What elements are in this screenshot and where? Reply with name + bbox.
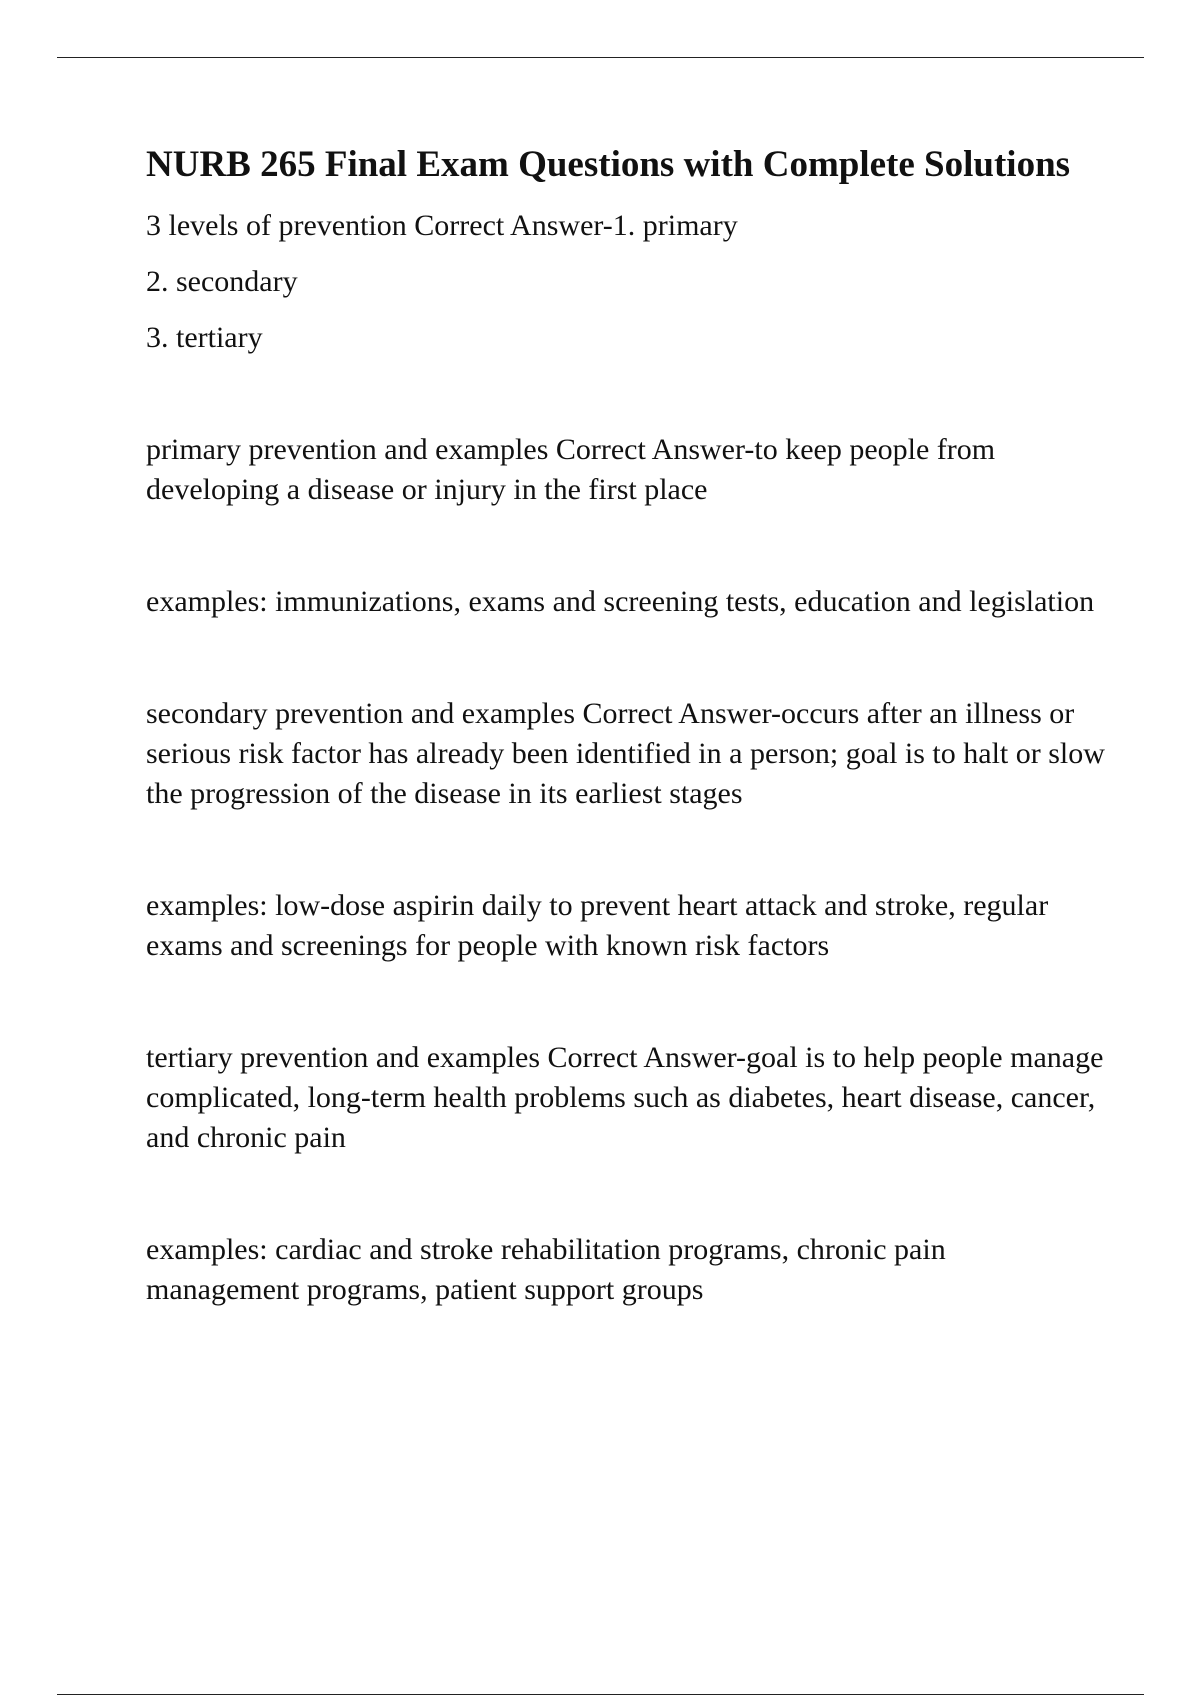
document-title: NURB 265 Final Exam Questions with Complete Solutions: [146, 144, 1071, 185]
primary-examples: examples: immunizations, exams and screening tests, education and legislation: [146, 585, 1095, 618]
primary-definition: primary prevention and examples Correct Answer-to keep people from developing a disease or injury in the first place: [146, 433, 996, 506]
top-divider: [57, 57, 1144, 58]
secondary-definition: secondary prevention and examples Correct Answer-occurs after an illness or serious risk factor has already been identified in a person; goal is to halt or slow the progression of the disease in its earliest stages: [146, 697, 1105, 810]
document-body: [146, 140, 1106, 1310]
levels-question: 3 levels of prevention Correct Answer-1. primary: [146, 209, 738, 242]
tertiary-definition: tertiary prevention and examples Correct Answer-goal is to help people manage complicated, long-term health problems such as diabetes, heart disease, cancer, and chronic pain: [146, 1041, 1104, 1154]
secondary-examples: examples: low-dose aspirin daily to prevent heart attack and stroke, regular exams and screenings for people with known risk factors: [146, 889, 1049, 962]
tertiary-examples: examples: cardiac and stroke rehabilitation programs, chronic pain management programs, patient support groups: [146, 1233, 946, 1306]
levels-item-secondary: 2. secondary: [146, 265, 298, 298]
bottom-divider: [57, 1694, 1144, 1695]
levels-item-tertiary: 3. tertiary: [146, 321, 263, 354]
